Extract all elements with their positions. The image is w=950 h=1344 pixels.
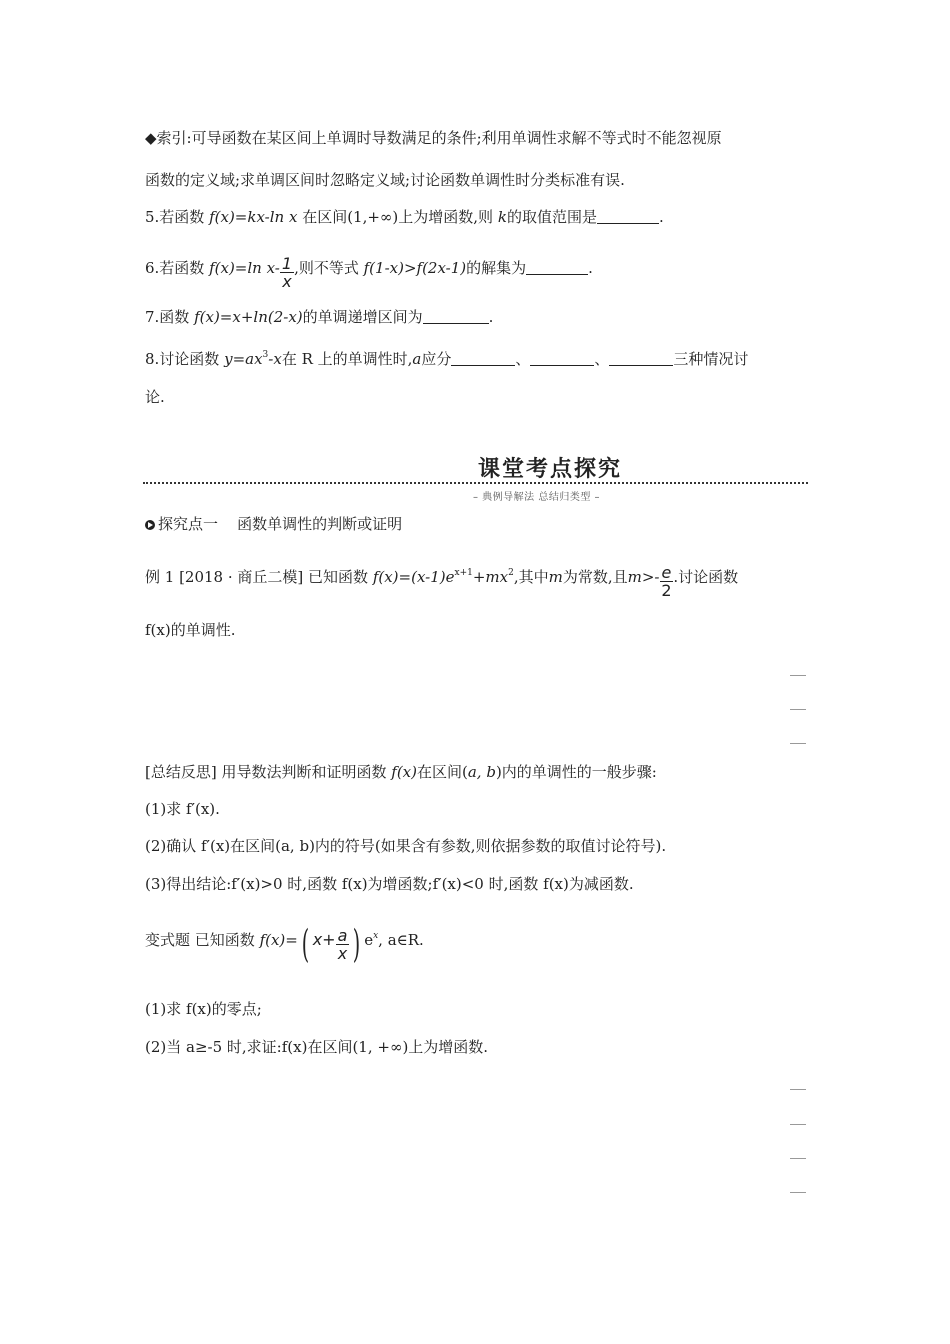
q5-function: f(x)=kx-ln x: [209, 208, 298, 226]
answer-blank[interactable]: [526, 260, 588, 275]
example-1-cont: f(x)的单调性.: [145, 621, 236, 639]
summary-heading: [总结反思] 用导数法判断和证明函数 f(x)在区间(a, b)内的单调性的一般步骤:: [145, 763, 657, 781]
answer-blank[interactable]: [451, 351, 515, 366]
variant-problem: 变式题 已知函数 f(x)=( x+ $\frac{a}{x}$ ) $e^x$, a∈R.: [145, 922, 424, 966]
question-8: 8.讨论函数 $y=ax^3-x$在 R 上的单调性时,a应分 、 、 三种情况讨: [145, 350, 749, 368]
fraction-e-over-2: $\frac{e}{2}$: [661, 563, 672, 600]
margin-mark: [790, 1192, 806, 1193]
question-6: 6.若函数 f(x)=ln x- $\frac{1}{x}$ ,则不等式 f(1-x)>f(2x-1)的解集为 .: [145, 254, 593, 291]
answer-blank[interactable]: [530, 351, 594, 366]
explore-point-1: 探究点一 函数单调性的判断或证明: [145, 514, 402, 534]
q6-function: f(x)=ln x-: [209, 259, 280, 277]
section-subtitle: – 典例导解法 总结归类型 –: [473, 492, 601, 503]
margin-mark: [790, 1124, 806, 1125]
answer-blank[interactable]: [423, 309, 489, 324]
margin-mark: [790, 709, 806, 710]
index-note-line1: ◆索引:可导函数在某区间上单调时导数满足的条件;利用单调性求解不等式时不能忽视原: [145, 129, 722, 147]
margin-mark: [790, 1089, 806, 1090]
margin-mark: [790, 1158, 806, 1159]
answer-blank[interactable]: [597, 209, 659, 224]
q7-function: f(x)=x+ln(2-x): [194, 308, 303, 326]
fraction-a-over-x: $\frac{a}{x}$: [337, 926, 348, 963]
variant-part-2: (2)当 a≥-5 时,求证:f(x)在区间(1, +∞)上为增函数.: [145, 1038, 489, 1056]
fraction-1-over-x: $\frac{1}{x}$: [281, 254, 293, 291]
question-5: 5.若函数 f(x)=kx-ln x 在区间(1,+∞)上为增函数,则 k的取值范围是 .: [145, 208, 664, 226]
play-circle-icon: [145, 520, 155, 530]
example-1: 例 1 [2018 · 商丘二模] 已知函数 $f(x)=(x-1)e^{x+1}+mx^2$,其中m为常数,且m>- $\frac{e}{2}$ .讨论函数: [145, 563, 739, 600]
question-8-cont: 论.: [145, 388, 165, 406]
summary-step-3: (3)得出结论:f′(x)>0 时,函数 f(x)为增函数;f′(x)<0 时,函数 f(x)为减函数.: [145, 875, 634, 893]
index-note-line2: 函数的定义域;求单调区间时忽略定义域;讨论函数单调性时分类标准有误.: [145, 171, 625, 189]
answer-blank[interactable]: [609, 351, 673, 366]
summary-step-2: (2)确认 f′(x)在区间(a, b)内的符号(如果含有参数,则依据参数的取值讨论符号).: [145, 837, 667, 855]
section-divider: [143, 482, 808, 484]
summary-step-1: (1)求 f′(x).: [145, 800, 220, 818]
question-7: 7.函数 f(x)=x+ln(2-x)的单调递增区间为 .: [145, 308, 494, 326]
margin-mark: [790, 743, 806, 744]
margin-mark: [790, 675, 806, 676]
variant-part-1: (1)求 f(x)的零点;: [145, 1000, 262, 1018]
section-title: 课堂考点探究: [477, 457, 622, 482]
